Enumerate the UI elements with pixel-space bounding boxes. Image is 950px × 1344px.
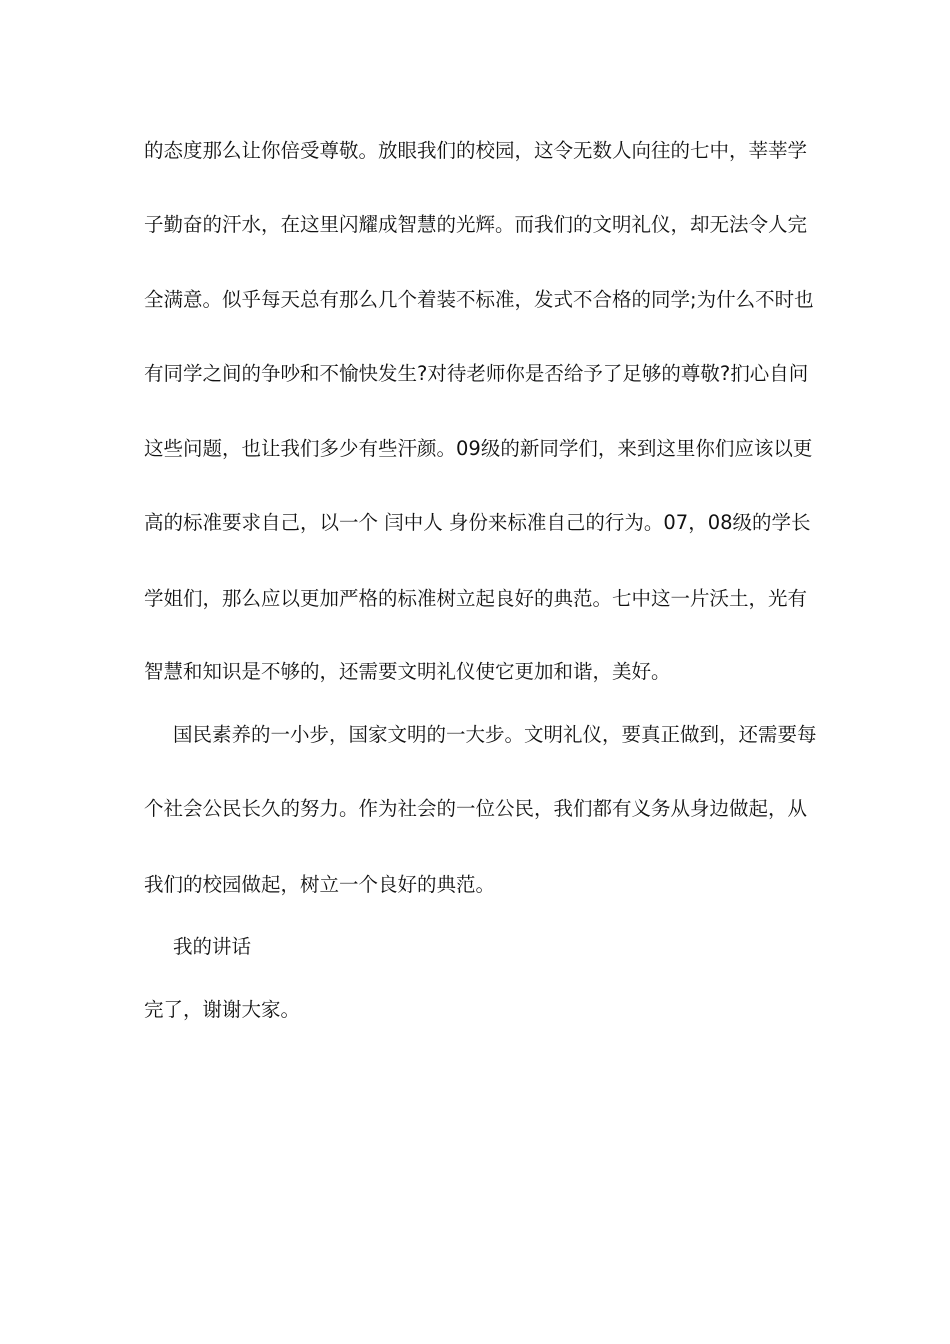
- paragraph-1-line-1: 的态度那么让你倍受尊敬。放眼我们的校园，这令无数人向往的七中，莘莘学: [144, 139, 808, 162]
- paragraph-1-line-7: 学姐们，那么应以更加严格的标准树立起良好的典范。七中这一片沃土，光有: [144, 587, 808, 610]
- paragraph-2-line-3: 我们的校园做起，树立一个良好的典范。: [144, 873, 496, 896]
- paragraph-1-line-5: 这些问题，也让我们多少有些汗颜。09级的新同学们，来到这里你们应该以更: [144, 437, 813, 460]
- paragraph-2-line-1: 国民素养的一小步，国家文明的一大步。文明礼仪，要真正做到，还需要每: [173, 723, 817, 746]
- paragraph-1-line-6: 高的标准要求自己，以一个 闫中人 身份来标准自己的行为。07，08级的学长: [144, 511, 811, 534]
- paragraph-1-line-2: 子勤奋的汗水，在这里闪耀成智慧的光辉。而我们的文明礼仪，却无法令人完: [144, 213, 808, 236]
- paragraph-1-line-3: 全满意。似乎每天总有那么几个着装不标准，发式不合格的同学;为什么不时也: [144, 288, 814, 311]
- closing-line-1: 我的讲话: [173, 935, 252, 958]
- paragraph-1-line-8: 智慧和知识是不够的，还需要文明礼仪使它更加和谐，美好。: [144, 660, 671, 683]
- closing-line-2: 完了，谢谢大家。: [144, 998, 301, 1021]
- paragraph-1-line-4: 有同学之间的争吵和不愉快发生?对待老师你是否给予了足够的尊敬?扪心自问: [144, 362, 809, 385]
- paragraph-2-line-2: 个社会公民长久的努力。作为社会的一位公民，我们都有义务从身边做起，从: [144, 797, 808, 820]
